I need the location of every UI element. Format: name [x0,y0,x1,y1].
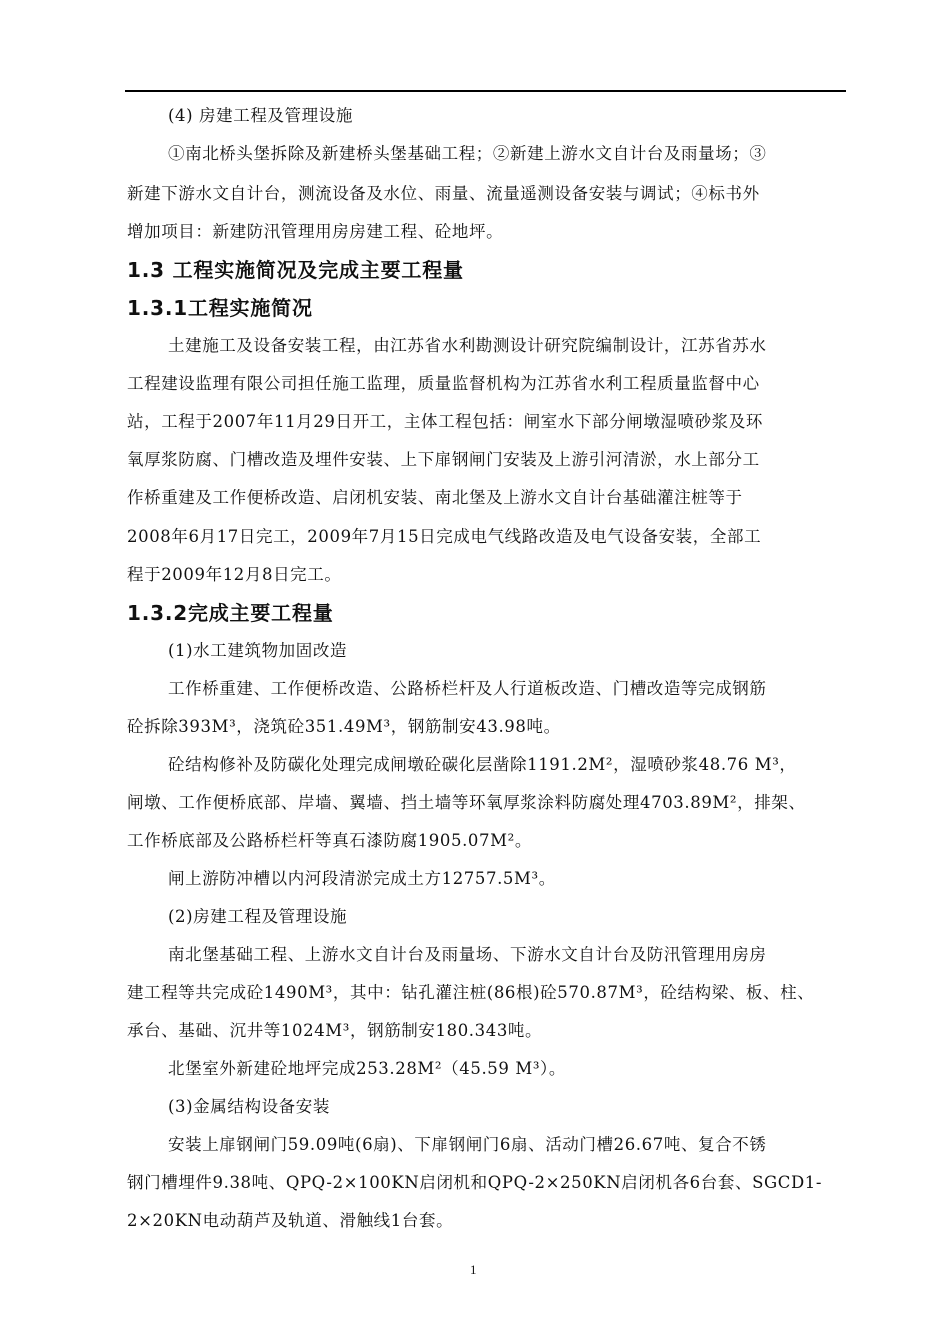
text-line: 建工程等共完成砼1490M³，其中：钻孔灌注桩(86根)砼570.87M³，砼结构梁、板、柱、 [127,983,815,1002]
text-line: (4) 房建工程及管理设施 [168,106,353,125]
text-line: 土建施工及设备安装工程，由江苏省水利勘测设计研究院编制设计，江苏省苏水 [168,336,767,355]
text-line: 南北堡基础工程、上游水文自计台及雨量场、下游水文自计台及防汛管理用房房 [168,945,767,964]
text-line: 北堡室外新建砼地坪完成253.28M²（45.59 M³）。 [168,1059,566,1078]
text-line: 站，工程于2007年11月29日开工，主体工程包括：闸室水下部分闸墩湿喷砂浆及环 [127,412,763,431]
text-line: 承台、基础、沉井等1024M³，钢筋制安180.343吨。 [127,1021,543,1040]
text-line: 砼结构修补及防碳化处理完成闸墩砼碳化层凿除1191.2M²，湿喷砂浆48.76 M³， [168,755,797,774]
text-line: 工作桥重建、工作便桥改造、公路桥栏杆及人行道板改造、门槽改造等完成钢筋 [168,679,767,698]
text-line: 工作桥底部及公路桥栏杆等真石漆防腐1905.07M²。 [127,831,532,850]
text-line: 闸上游防冲槽以内河段清淤完成土方12757.5M³。 [168,869,556,888]
section-heading: 1.3.1工程实施简况 [127,296,313,320]
text-line: (3)金属结构设备安装 [168,1097,330,1116]
text-line: 安装上扉钢闸门59.09吨(6扇)、下扉钢闸门6扇、活动门槽26.67吨、复合不锈 [168,1135,767,1154]
text-line: 程于2009年12月8日完工。 [127,565,342,584]
text-line: 砼拆除393M³，浇筑砼351.49M³，钢筋制安43.98吨。 [127,717,561,736]
text-line: 氧厚浆防腐、门槽改造及埋件安装、上下扉钢闸门安装及上游引河清淤，水上部分工 [127,450,760,469]
text-line: 工程建设监理有限公司担任施工监理，质量监督机构为江苏省水利工程质量监督中心 [127,374,760,393]
text-line: (2)房建工程及管理设施 [168,907,348,926]
text-line: ①南北桥头堡拆除及新建桥头堡基础工程；②新建上游水文自计台及雨量场；③ [168,144,767,163]
text-line: 闸墩、工作便桥底部、岸墙、翼墙、挡土墙等环氧厚浆涂料防腐处理4703.89M²，排架、 [127,793,806,812]
header-rule [125,90,846,92]
text-line: 2×20KN电动葫芦及轨道、滑触线1台套。 [127,1211,454,1230]
section-heading: 1.3 工程实施简况及完成主要工程量 [127,258,464,282]
text-line: 增加项目：新建防汛管理用房房建工程、砼地坪。 [127,222,504,241]
page-number: 1 [470,1262,477,1277]
text-line: 作桥重建及工作便桥改造、启闭机安装、南北堡及上游水文自计台基础灌注桩等于 [127,488,743,507]
text-line: 钢门槽埋件9.38吨、QPQ-2×100KN启闭机和QPQ-2×250KN启闭机各6台套、SGCD1- [127,1173,823,1192]
section-heading: 1.3.2完成主要工程量 [127,601,334,625]
text-line: (1)水工建筑物加固改造 [168,641,348,660]
text-line: 2008年6月17日完工，2009年7月15日完成电气线路改造及电气设备安装，全部工 [127,527,762,546]
text-line: 新建下游水文自计台，测流设备及水位、雨量、流量遥测设备安装与调试；④标书外 [127,184,760,203]
